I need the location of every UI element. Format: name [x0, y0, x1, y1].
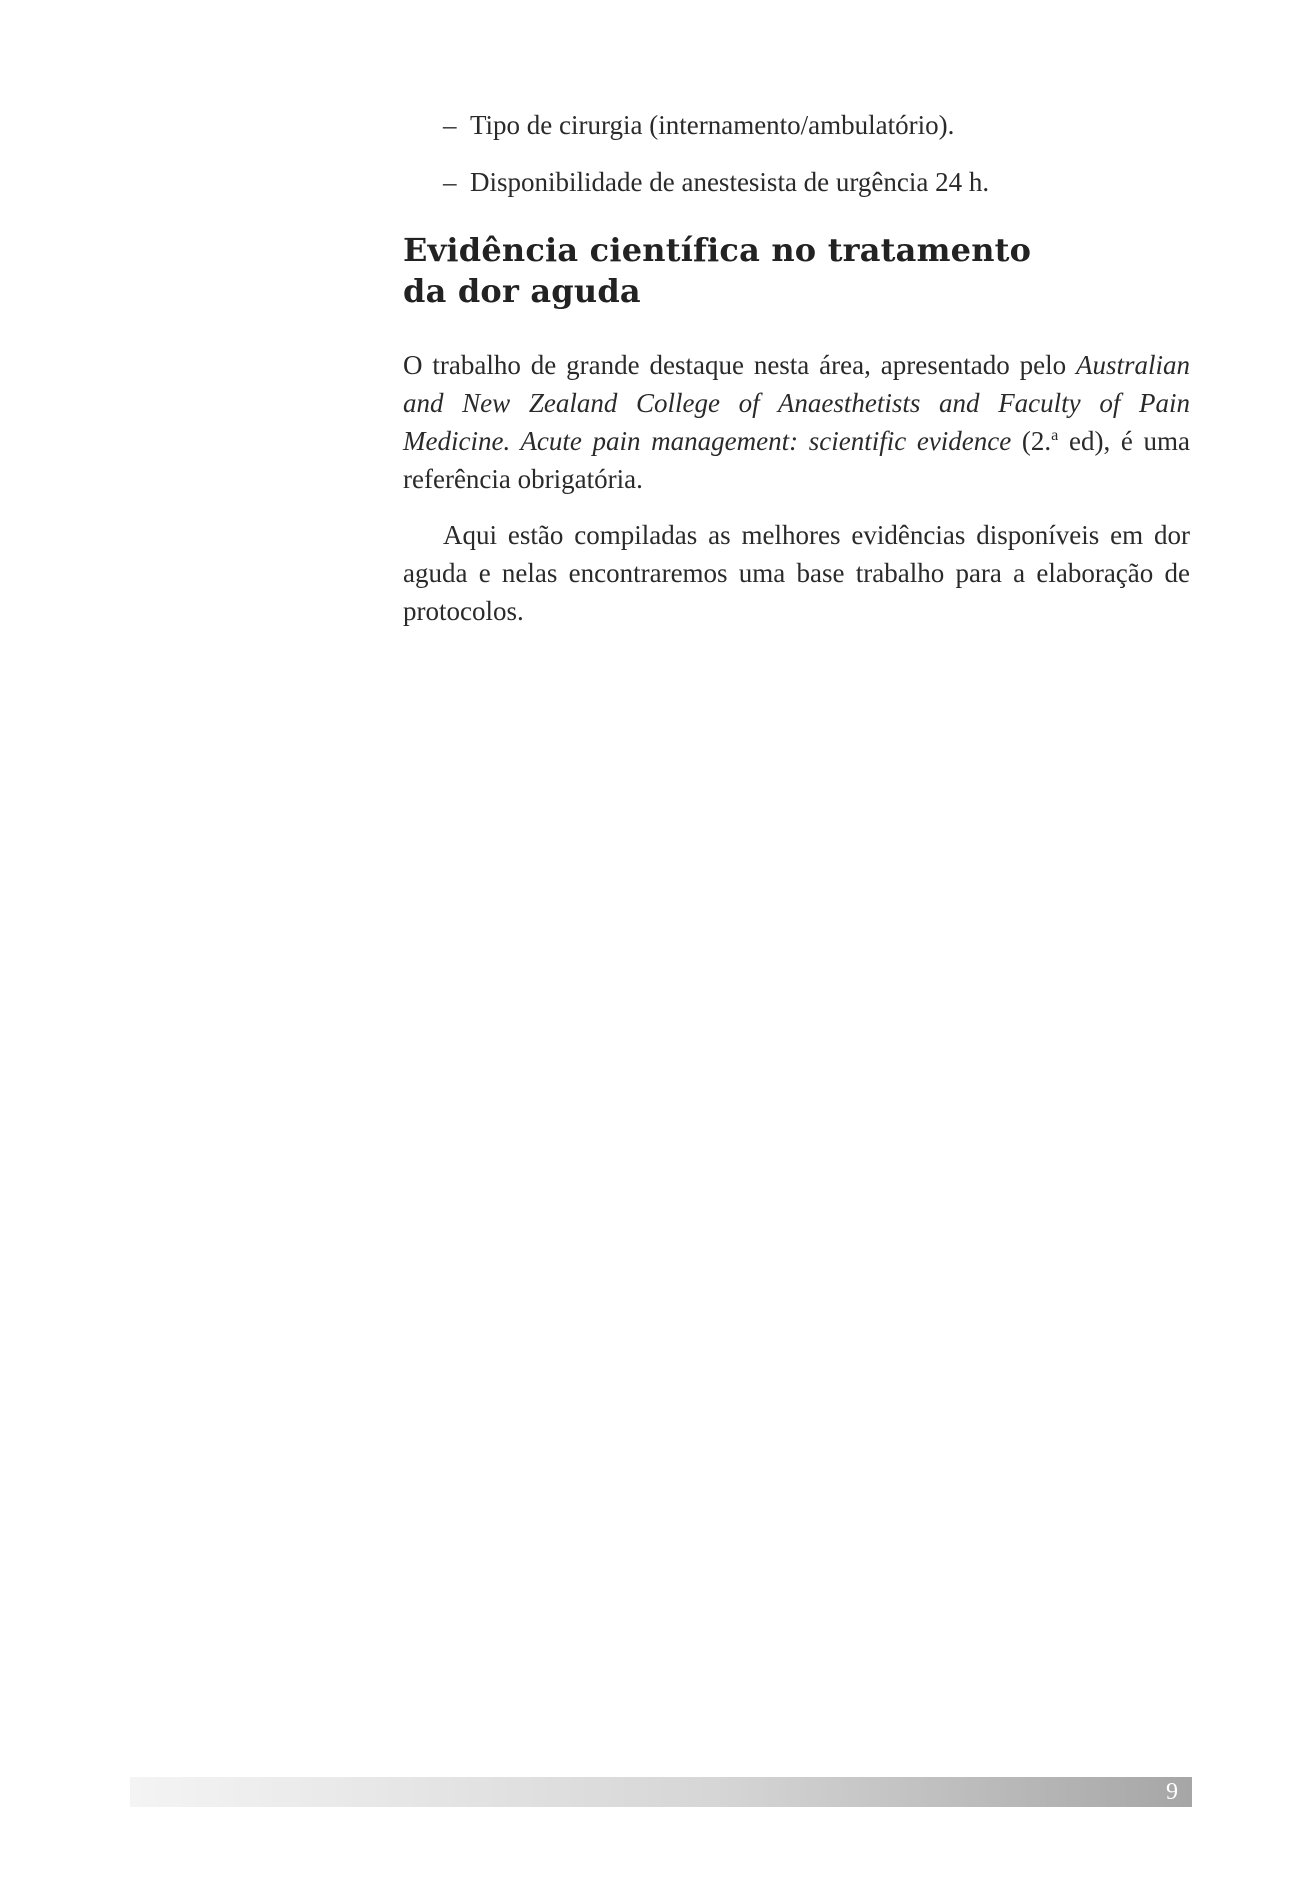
list-item-text: Disponibilidade de anestesista de urgência 24 h. — [470, 167, 990, 197]
list-item-text: Tipo de cirurgia (internamento/ambulatório). — [470, 110, 955, 140]
dash-marker: – — [443, 167, 457, 197]
ordinal-superscript: a — [1051, 426, 1059, 444]
reference-title: Australian and New Zealand College of Anaesthetists and Faculty of Pain Medicine. Acute pain management: scientific evidence — [403, 350, 1190, 456]
page-number: 9 — [1166, 1779, 1178, 1805]
paragraph-text-end: ed), é uma referência obrigatória. — [403, 426, 1190, 494]
section-heading-line-1: Evidência científica no tratamento — [403, 231, 1032, 269]
dash-marker: – — [443, 110, 457, 140]
list-item — [443, 165, 1190, 199]
paragraph-reference — [403, 346, 1190, 498]
paragraph-text-start: O trabalho de grande destaque nesta área, apresentado pelo — [403, 350, 1076, 380]
requirements-list — [443, 108, 1190, 199]
section-heading — [403, 230, 1190, 312]
edition-number: (2. — [1011, 426, 1052, 456]
page-content — [403, 108, 1190, 648]
paragraph-evidence: Aqui estão compiladas as melhores evidências disponíveis em dor aguda e nelas encontraremos uma base trabalho para a elaboração de protocolos. — [403, 520, 1190, 626]
footer-gradient-bar — [130, 1777, 1192, 1807]
section-heading-line-2: da dor aguda — [403, 272, 641, 310]
list-item — [443, 108, 1190, 142]
